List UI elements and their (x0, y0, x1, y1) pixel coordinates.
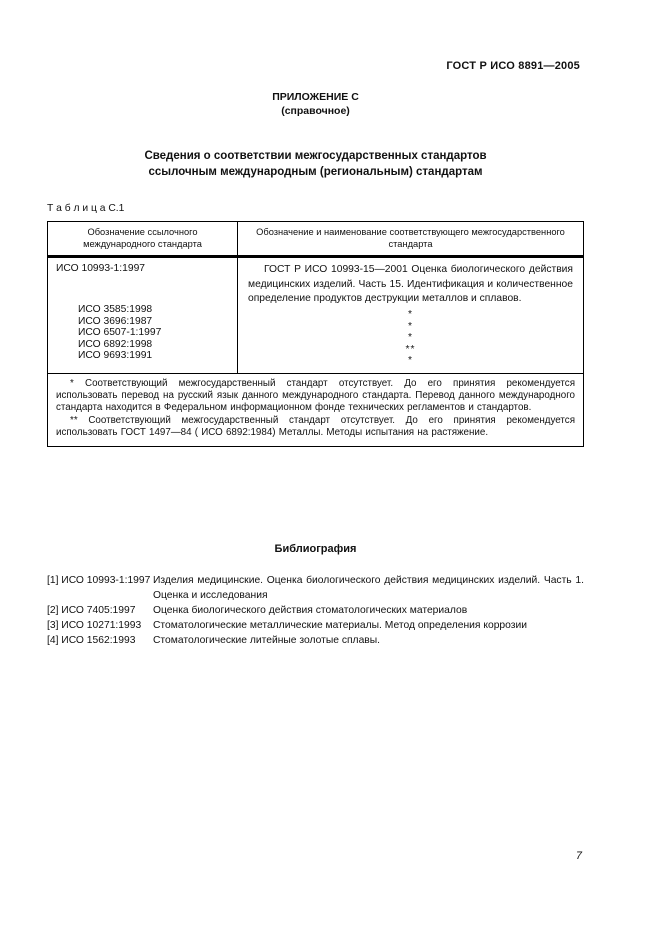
table-header-col1: Обозначение ссылочного международного стандарта (48, 222, 238, 255)
bibliography-title: Библиография (274, 543, 357, 556)
bibliography-item (47, 603, 584, 618)
table-body (48, 258, 583, 373)
footnote-marker: * (407, 332, 413, 344)
bibliography-ref: [1] ИСО 10993-1:1997 (47, 575, 151, 587)
bibliography-ref: [4] ИСО 1562:1993 (47, 635, 136, 647)
page-content (47, 0, 584, 648)
section-title (47, 148, 584, 180)
table-header-row (48, 222, 583, 258)
bibliography-text: Изделия медицинские. Оценка биологического действия медицинских изделий. Часть 1. Оценка и исследования (153, 575, 584, 602)
iso-ref-item: ИСО 3585:1998 (78, 304, 153, 315)
footnote-marker: ** (405, 343, 416, 355)
section-title-line1: Сведения о соответствии межгосударственных стандартов (144, 150, 487, 162)
footnote-marker: * (407, 355, 413, 367)
table-cell-left (48, 258, 238, 373)
iso-ref-list (78, 304, 233, 362)
bibliography-item (47, 573, 584, 603)
appendix-title: ПРИЛОЖЕНИЕ С (272, 91, 359, 103)
bibliography-item (47, 618, 584, 633)
footnote-marker-list (248, 309, 573, 367)
footnote-2: ** Соответствующий межгосударственный стандарт отсутствует. До его принятия рекомендуется использовать ГОСТ 1497—84 ( ИСО 6892:1984) Металлы. Методы испытания на растяжение. (56, 414, 575, 438)
iso-ref-item: ИСО 6507-1:1997 (78, 327, 162, 339)
iso-ref-item: ИСО 6892:1998 (78, 338, 153, 350)
footnote-marker: * (407, 320, 413, 332)
iso-ref-item: ИСО 3696:1987 (78, 315, 153, 327)
bibliography-text: Стоматологические металлические материалы. Метод определения коррозии (153, 620, 527, 632)
table-cell-right (238, 258, 583, 373)
bibliography-ref: [2] ИСО 7405:1997 (47, 605, 136, 617)
table-footnotes (48, 373, 583, 446)
document-code: ГОСТ Р ИСО 8891—2005 (446, 60, 580, 72)
appendix-heading (47, 90, 584, 118)
footnote-1: * Соответствующий межгосударственный стандарт отсутствует. До его принятия рекомендуется использовать перевод на русский язык данного международного стандарта. Перевод данного международного стандарта находится в Федеральном информационном фонде технических регламентов и стандартов. (56, 378, 575, 414)
table-caption: Т а б л и ц а С.1 (47, 203, 125, 214)
bibliography-item (47, 633, 584, 648)
correspondence-table (47, 221, 584, 447)
bibliography-text: Стоматологические литейные золотые сплавы. (153, 635, 381, 647)
iso-ref-primary: ИСО 10993-1:1997 (56, 263, 146, 274)
gost-standard-description: ГОСТ Р ИСО 10993-15—2001 Оценка биологического действия медицинских изделий. Часть 15. Идентификация и количественное определение продуктов деструкции металлов и сплавов. (248, 264, 573, 305)
appendix-subtitle: (справочное) (281, 105, 350, 117)
page-number: 7 (575, 850, 582, 862)
section-title-line2: ссылочным международным (региональным) стандартам (148, 166, 483, 178)
table-header-col2: Обозначение и наименование соответствующего межгосударственного стандарта (256, 227, 565, 249)
bibliography-ref: [3] ИСО 10271:1993 (47, 620, 142, 632)
bibliography-text: Оценка биологического действия стоматологических материалов (153, 605, 468, 617)
footnote-marker: * (407, 309, 413, 321)
iso-ref-item: ИСО 9693:1991 (78, 350, 153, 362)
bibliography-list (47, 573, 584, 648)
